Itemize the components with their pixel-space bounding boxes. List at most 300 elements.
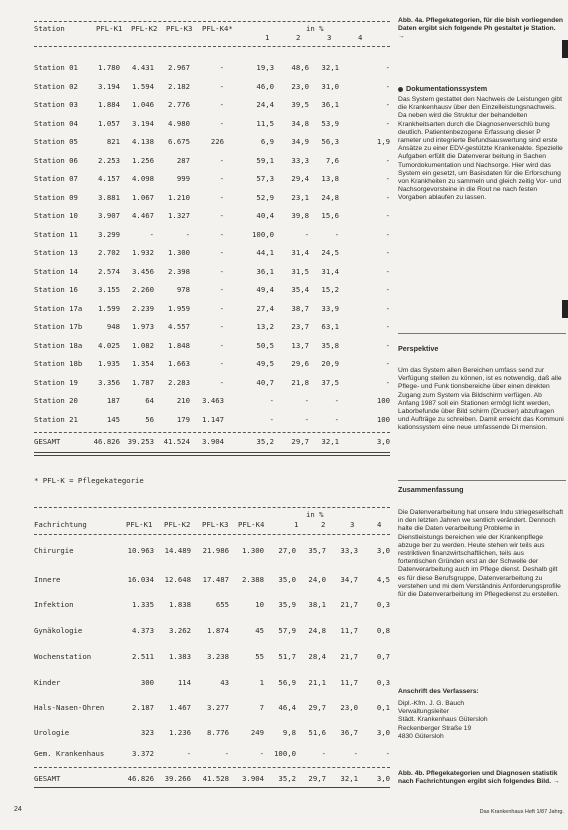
table1-cell: 6.675 — [168, 137, 190, 146]
table1-cell: 52,9 — [256, 192, 274, 202]
table1-cell: 36,1 — [256, 266, 274, 276]
table-row — [34, 193, 390, 203]
table-row — [34, 156, 390, 166]
table1-header-pfl4: PFL-K4* — [202, 24, 233, 33]
table1-cell: - — [385, 63, 390, 72]
table1-cell: 226 — [210, 137, 224, 146]
table1-cell: 31,4 — [291, 248, 309, 257]
figure-caption-bottom: Abb. 4b. Pflegekategorien und Diagnosen statistik nach Fachrichtungen ergibt sich folgendes Bild. → — [398, 770, 560, 786]
table1-cell: 3.463 — [202, 396, 224, 405]
table1-cell: 2.776 — [168, 100, 190, 109]
author-line: Städt. Krankenhaus Gütersloh — [398, 716, 488, 724]
table1-cell: 287 — [176, 155, 190, 165]
divider — [398, 480, 566, 481]
table1-cell: 1.300 — [168, 248, 190, 257]
table2-cell: Infektion — [34, 600, 74, 609]
table1-cell: - — [219, 192, 224, 202]
table1-cell: Station 19 — [34, 377, 78, 387]
table1-cell: 3.881 — [98, 192, 120, 202]
table2-cell: 23,0 — [340, 703, 358, 712]
table-row — [34, 359, 390, 369]
table2-cell: 56,9 — [278, 678, 296, 687]
table1-cell: 29,6 — [291, 359, 309, 368]
table1-cell: 1.935 — [98, 359, 120, 368]
table1-cell: - — [385, 229, 390, 239]
table2-cell: 21,7 — [340, 652, 358, 661]
table2-cell: 1.236 — [169, 728, 191, 737]
table1-cell: 978 — [176, 285, 190, 294]
table1-cell: 11,5 — [256, 118, 274, 128]
table-row — [34, 82, 390, 92]
table-row — [34, 652, 390, 662]
table1-cell: 39,8 — [291, 211, 309, 220]
table2-cell: Innere — [34, 575, 61, 584]
table-row — [34, 575, 390, 585]
table2-top-rule — [34, 507, 390, 508]
table1-header-p1: 1 — [265, 33, 270, 42]
table1-top-rule — [34, 21, 390, 22]
table1-cell: 34,8 — [291, 118, 309, 128]
table1-total-row — [34, 437, 390, 447]
table1-cell: 24,5 — [321, 248, 339, 257]
table1-cell: 20,9 — [321, 359, 339, 368]
table2-cell: 1 — [259, 678, 264, 687]
table2-cell: 27,0 — [278, 546, 296, 555]
table1-cell: 1.046 — [132, 100, 154, 109]
table2-cell: Chirurgie — [34, 546, 74, 555]
table2-cell: 12.648 — [164, 575, 191, 584]
table1-cell: 3.194 — [132, 118, 154, 128]
table1-cell: 23,1 — [291, 192, 309, 202]
table1-cell: - — [334, 396, 339, 405]
table1-cell: 63,1 — [321, 322, 339, 331]
table2-cell: 300 — [140, 678, 154, 687]
table1-cell: 38,7 — [291, 303, 309, 313]
table1-cell: 56 — [145, 414, 154, 424]
table2-cell: 16.034 — [127, 575, 154, 584]
table1-cell: - — [304, 229, 309, 239]
table1-cell: 2.239 — [132, 303, 154, 313]
table2-cell: 4,5 — [376, 575, 390, 584]
table1-total-cell: 3,0 — [376, 437, 390, 446]
table1-cell: 3.299 — [98, 229, 120, 239]
table1-cell: 187 — [106, 396, 120, 405]
table1-cell: 40,4 — [256, 211, 274, 220]
table2-total-cell: 3,0 — [376, 774, 390, 783]
table1-total-cell: 35,2 — [256, 437, 274, 446]
table1-cell: - — [385, 118, 390, 128]
table-row — [34, 174, 390, 184]
table2-cell: Gem. Krankenhaus — [34, 749, 105, 758]
table1-cell: - — [219, 81, 224, 91]
section-title-dokumentation — [398, 85, 564, 93]
table1-cell: - — [334, 229, 339, 239]
table2-cell: - — [353, 749, 358, 758]
table2-cell: 3,0 — [376, 546, 390, 555]
table2-cell: 1.383 — [169, 652, 191, 661]
table2-header-p4: 4 — [377, 520, 382, 529]
table2-total-cell: 46.826 — [127, 774, 154, 783]
table1-cell: - — [219, 340, 224, 350]
table1-cell: 27,4 — [256, 303, 274, 313]
table2-header-rule — [34, 534, 390, 535]
table1-cell: - — [269, 396, 274, 405]
table1-cell: - — [385, 248, 390, 257]
table2-total-cell: 35,2 — [278, 774, 296, 783]
table2-cell: 1.467 — [169, 703, 191, 712]
table1-cell: 1.884 — [98, 100, 120, 109]
table1-cell: 1.210 — [168, 192, 190, 202]
table1-cell: - — [385, 266, 390, 276]
table1-total-cell: 3.904 — [202, 437, 224, 446]
table1-cell: - — [219, 359, 224, 368]
table1-cell: Station 04 — [34, 118, 78, 128]
table1-cell: 948 — [106, 322, 120, 331]
section-title-zusammenfassung: Zusammenfassung — [398, 485, 464, 494]
table1-cell: - — [219, 285, 224, 294]
table1-cell: 100 — [376, 414, 390, 424]
table2-header-fach: Fachrichtung — [34, 520, 87, 529]
table1-cell: Station 18a — [34, 340, 83, 350]
table2-cell: 29,7 — [308, 703, 326, 712]
section-title-perspektive: Perspektive — [398, 344, 439, 353]
table2-total-cell: 3.904 — [242, 774, 264, 783]
table1-cell: Station 18b — [34, 359, 83, 368]
table2-total-row — [34, 774, 390, 784]
table1-cell: 1.932 — [132, 248, 154, 257]
table2-cell: - — [321, 749, 326, 758]
table2-bottom-rule — [34, 787, 390, 788]
table1-cell: 1,9 — [376, 137, 390, 146]
table1-cell: - — [385, 211, 390, 220]
table1-total-cell: GESAMT — [34, 437, 61, 446]
table1-total-cell: 29,7 — [291, 437, 309, 446]
table2-cell: 655 — [215, 600, 229, 609]
table1-cell: 100,0 — [252, 229, 274, 239]
table1-cell: 2.702 — [98, 248, 120, 257]
author-line: Verwaltungsleiter — [398, 708, 449, 716]
table2-cell: 51,7 — [278, 652, 296, 661]
table1-cell: 48,6 — [291, 63, 309, 72]
edge-marker — [562, 40, 568, 58]
table1-cell: - — [219, 211, 224, 220]
table-row — [34, 248, 390, 258]
table2-cell: 1.874 — [207, 626, 229, 635]
table1-header-station: Station — [34, 24, 65, 33]
table1-cell: 32,1 — [321, 63, 339, 72]
table1-total-cell: 41.524 — [163, 437, 190, 446]
table2-cell: 114 — [177, 678, 191, 687]
table2-cell: 36,7 — [340, 728, 358, 737]
table1-cell: 1.147 — [202, 414, 224, 424]
table2-cell: 46,4 — [278, 703, 296, 712]
table1-cell: 1.787 — [132, 377, 154, 387]
table2-cell: 8.776 — [207, 728, 229, 737]
table1-cell: 49,4 — [256, 285, 274, 294]
table1-cell: 29,4 — [291, 174, 309, 183]
figure-caption-top: Abb. 4a. Pflegekategorien, für die bish vorliegenden Daten ergibt sich folgende Ph gestaltet je Station. → — [398, 17, 563, 41]
table1-cell: - — [385, 322, 390, 331]
divider — [398, 333, 566, 334]
table1-cell: Station 17a — [34, 303, 83, 313]
table2-total-cell: 39.266 — [164, 774, 191, 783]
table2-header-p3: 3 — [350, 520, 355, 529]
table1-cell: - — [219, 63, 224, 72]
edge-marker — [562, 300, 568, 318]
table1-header-percent: in % — [306, 24, 324, 33]
table2-header-pfl1: PFL-K1 — [126, 520, 153, 529]
table1-cell: 1.057 — [98, 118, 120, 128]
table1-cell: 59,1 — [256, 155, 274, 165]
table2-cell: 3.277 — [207, 703, 229, 712]
table2-cell: 100,0 — [274, 749, 296, 758]
table1-cell: - — [385, 285, 390, 294]
table2-cell: 0,7 — [376, 652, 390, 661]
table2-total-cell: 41.528 — [202, 774, 229, 783]
table2-cell: 51,6 — [308, 728, 326, 737]
table2-cell: 323 — [140, 728, 154, 737]
table-row — [34, 626, 390, 636]
table2-cell: 17.487 — [202, 575, 229, 584]
table2-cell: 2.388 — [242, 575, 264, 584]
table2-cell: 43 — [220, 678, 229, 687]
table1-cell: 1.663 — [168, 359, 190, 368]
table2-cell: Gynäkologie — [34, 626, 83, 635]
table-row — [34, 119, 390, 129]
table1-bottom-rule-2 — [34, 455, 390, 456]
table1-cell: Station 21 — [34, 414, 78, 424]
table1-cell: 1.354 — [132, 359, 154, 368]
table1-cell: - — [385, 340, 390, 350]
table2-cell: - — [259, 749, 264, 758]
table1-cell: 210 — [176, 396, 190, 405]
table1-cell: - — [385, 81, 390, 91]
table-row — [34, 63, 390, 73]
table2-cell: 0,3 — [376, 678, 390, 687]
table1-cell: 2.398 — [168, 266, 190, 276]
table1-cell: - — [269, 414, 274, 424]
table2-cell: 3,0 — [376, 728, 390, 737]
table1-cell: 23,7 — [291, 322, 309, 331]
table1-cell: - — [385, 174, 390, 183]
table1-total-cell: 46.826 — [93, 437, 120, 446]
table-row — [34, 396, 390, 406]
table1-cell: 2.260 — [132, 285, 154, 294]
table2-total-cell: GESAMT — [34, 774, 61, 783]
table1-cell: 4.157 — [98, 174, 120, 183]
table2-cell: 24,0 — [308, 575, 326, 584]
table1-cell: 1.256 — [132, 155, 154, 165]
table1-header-rule — [34, 46, 390, 47]
table2-cell: 11,7 — [340, 678, 358, 687]
table2-cell: 35,9 — [278, 600, 296, 609]
table1-cell: 56,3 — [321, 137, 339, 146]
table1-cell: 6,9 — [260, 137, 274, 146]
table1-cell: - — [304, 414, 309, 424]
author-line: Reckenberger Straße 19 — [398, 724, 472, 732]
table1-total-cell: 39.253 — [127, 437, 154, 446]
table2-cell: 55 — [255, 652, 264, 661]
table1-cell: - — [334, 414, 339, 424]
table1-cell: 821 — [106, 137, 120, 146]
table2-cell: 21.986 — [202, 546, 229, 555]
table2-cell: - — [385, 749, 390, 758]
table1-cell: Station 03 — [34, 100, 78, 109]
table2-cell: 14.489 — [164, 546, 191, 555]
section-title-dokumentation-text: Dokumentationssystem — [406, 84, 488, 93]
table-row — [34, 100, 390, 110]
table2-cell: 10.963 — [127, 546, 154, 555]
table1-cell: 53,9 — [321, 118, 339, 128]
table1-cell: 39,5 — [291, 100, 309, 109]
table2-total-cell: 29,7 — [308, 774, 326, 783]
table2-cell: 4.373 — [132, 626, 154, 635]
table1-header-p4: 4 — [358, 33, 363, 42]
table1-cell: - — [219, 266, 224, 276]
table1-cell: 2.574 — [98, 266, 120, 276]
table2-cell: 3.262 — [169, 626, 191, 635]
table1-cell: 1.067 — [132, 192, 154, 202]
author-label: Anschrift des Verfassers: — [398, 688, 479, 695]
table-row — [34, 230, 390, 240]
table2-cell: 9,8 — [282, 728, 296, 737]
table1-cell: 179 — [176, 414, 190, 424]
table2-cell: 24,8 — [308, 626, 326, 635]
table1-cell: 3.456 — [132, 266, 154, 276]
table1-cell: 1.780 — [98, 63, 120, 72]
table1-cell: 13,7 — [291, 340, 309, 350]
table2-cell: 35,7 — [308, 546, 326, 555]
table1-cell: 1.082 — [132, 340, 154, 350]
table1-cell: 1.599 — [98, 303, 120, 313]
table1-cell: 50,5 — [256, 340, 274, 350]
table1-cell: 31,5 — [291, 266, 309, 276]
table1-cell: - — [219, 100, 224, 109]
table-row — [34, 378, 390, 388]
table-row — [34, 285, 390, 295]
table-row — [34, 322, 390, 332]
table1-cell: 3.356 — [98, 377, 120, 387]
author-line: Dipl.-Kfm. J. G. Bauch — [398, 700, 465, 707]
table1-cell: 4.980 — [168, 118, 190, 128]
table-row — [34, 546, 390, 556]
table1-cell: 15,2 — [321, 285, 339, 294]
table2-header-pfl3: PFL-K3 — [202, 520, 229, 529]
author-address — [398, 700, 564, 741]
table-row — [34, 749, 390, 759]
table-row — [34, 678, 390, 688]
table1-cell: - — [385, 192, 390, 202]
table2-cell: - — [186, 749, 191, 758]
table2-header-pfl2: PFL-K2 — [164, 520, 191, 529]
table2-cell: 11,7 — [340, 626, 358, 635]
table-row — [34, 137, 390, 147]
table1-header-pfl2: PFL-K2 — [131, 24, 158, 33]
table2-total-cell: 32,1 — [340, 774, 358, 783]
table1-cell: 145 — [106, 414, 120, 424]
table1-cell: - — [385, 303, 390, 313]
table1-cell: - — [219, 303, 224, 313]
table1-cell: Station 17b — [34, 322, 83, 331]
table1-header-p3: 3 — [327, 33, 332, 42]
table1-header-pfl3: PFL-K3 — [166, 24, 193, 33]
table1-cell: 57,3 — [256, 174, 274, 183]
table1-cell: - — [219, 174, 224, 183]
section-body-dokumentation: Das System gestattet den Nachweis de Leistungen gibt die Krankenhausv über den Einzelleistungsnachweis. Da neben wird die Struktur der behandelten Krankheitsarten durch die Diagnosenverschlü bung deutlich. Patientenbezogene Erfassung dieser P rameter und integrierte Befundsauswertung sind erste Ansätze zu einer EDV-gestützte Krankenakte. Spezielle Aufgaben erfüllt die Datenverar beitung in Sachen Tumordokumentation und Nachsorge. Hier wird das System ein gesetzt, um Basisdaten für die Erforschung von Krankheiten zu sammeln und gleich zeitig Vor- und Nachsorgevorsteine in die Rout ne nach festen Vorgaben ablaufen zu lassen. — [398, 96, 563, 202]
table1-cell: 19,3 — [256, 63, 274, 72]
table1-cell: - — [304, 396, 309, 405]
table-row — [34, 267, 390, 277]
table-row — [34, 304, 390, 314]
journal-footer: Das Krankenhaus Heft 1/87 Jahrg. — [479, 809, 564, 815]
table1-cell: 1.594 — [132, 81, 154, 91]
table1-cell: 13,2 — [256, 322, 274, 331]
table1-cell: Station 14 — [34, 266, 78, 276]
table1-cell: 4.557 — [168, 322, 190, 331]
section-body-zusammenfassung: Die Datenverarbeitung hat unsere Indu striegesellschaft in den letzten Jahren we sentlich verändert. Dennoch halte die Daten verarbeitung Probleme in Dienstleistungs bereichen wie der Krankenpflege abzuge ber zu werden. Heute stehen wir teils aus restriktiven finanzwirtschaftlichen, teils aus fortentischen Gründen erst an der Schwelle der Datenverarbeitung auch im Pflege dienst. Deshalb gilt es für diese Berufsgruppe, Datenverarbeitung zu verstehen und mi dem Verständnis Anforderungsprofile für die Datenverarbeitung im Pflegedienst zu erstellen. — [398, 509, 564, 599]
table1-cell: 3.155 — [98, 285, 120, 294]
table-row — [34, 211, 390, 221]
table2-header-p2: 2 — [321, 520, 326, 529]
table1-cell: 4.467 — [132, 211, 154, 220]
table1-cell: 1.327 — [168, 211, 190, 220]
table1-cell: 33,9 — [321, 303, 339, 313]
table1-cell: 4.098 — [132, 174, 154, 183]
table1-cell: Station 13 — [34, 248, 78, 257]
table1-cell: Station 02 — [34, 81, 78, 91]
table1-cell: 1.959 — [168, 303, 190, 313]
table2-cell: 3.372 — [132, 749, 154, 758]
table2-cell: 2.511 — [132, 652, 154, 661]
table-row — [34, 728, 390, 738]
table1-cell: Station 09 — [34, 192, 78, 202]
table2-cell: 10 — [255, 600, 264, 609]
table2-cell: Urologie — [34, 728, 70, 737]
table2-header-p1: 1 — [294, 520, 299, 529]
table2-cell: Wochenstation — [34, 652, 92, 661]
table1-cell: Station 06 — [34, 155, 78, 165]
table2-header-pfl4: PFL-K4 — [238, 520, 265, 529]
table2-cell: - — [224, 749, 229, 758]
table1-cell: - — [385, 377, 390, 387]
table1-cell: 36,1 — [321, 100, 339, 109]
table-row — [34, 703, 390, 713]
table1-header-p2: 2 — [296, 33, 301, 42]
article-column — [398, 0, 568, 830]
table2-cell: 34,7 — [340, 575, 358, 584]
table1-cell: 1.973 — [132, 322, 154, 331]
table1-cell: 4.025 — [98, 340, 120, 350]
table2-cell: 35,0 — [278, 575, 296, 584]
table2-cell: 0,1 — [376, 703, 390, 712]
author-line: 4830 Gütersloh — [398, 732, 444, 740]
table1-total-rule — [34, 432, 390, 433]
table1-cell: 13,8 — [321, 174, 339, 183]
table1-cell: - — [385, 155, 390, 165]
table2-cell: 2.187 — [132, 703, 154, 712]
table1-cell: 999 — [176, 174, 190, 183]
table2-cell: 1.300 — [242, 546, 264, 555]
section-body-perspektive: Um das System allen Bereichen umfass send zur Verfügung stellen zu können, ist es notwendig, daß alle Pflege- und Funk tionsbereiche über einen direkten Zugang zum System via Bildschirm verfügen. Ab Anfang 1987 soll ein Stationen ermögl licht werden, Laborbefunde über Bild schirm (Drucker) abzufragen und Aufträge zu schreiben. Damit erreicht das Kommuni kationssystem eine neue umfassende Di mension. — [398, 367, 564, 432]
table1-cell: 46,0 — [256, 81, 274, 91]
table-row — [34, 341, 390, 351]
table1-cell: 31,0 — [321, 81, 339, 91]
table2-cell: 21,1 — [308, 678, 326, 687]
table1-cell: 100 — [376, 396, 390, 405]
table1-cell: Station 20 — [34, 396, 78, 405]
table1-cell: 3.194 — [98, 81, 120, 91]
table2-cell: Kinder — [34, 678, 61, 687]
